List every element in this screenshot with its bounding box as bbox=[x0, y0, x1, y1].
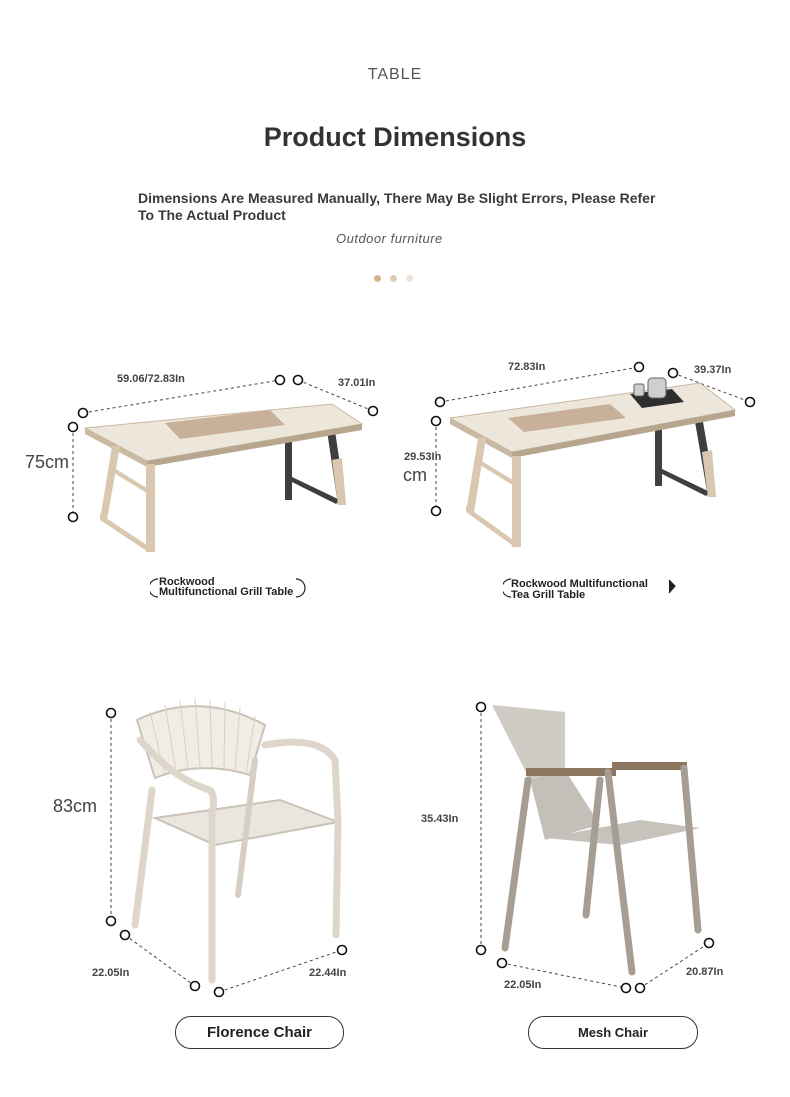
florence-chair-name-pill: Florence Chair bbox=[175, 1016, 344, 1049]
florence-chair-image bbox=[135, 699, 338, 980]
grill-table-height-label: 75cm bbox=[25, 452, 70, 472]
tagline: Outdoor furniture bbox=[336, 231, 443, 246]
tea-table-image bbox=[450, 378, 735, 548]
grill-table-image bbox=[85, 404, 362, 553]
florence-chair-depth-label: 22.05In bbox=[92, 967, 130, 979]
tea-table-name-line2: Tea Grill Table bbox=[511, 589, 586, 601]
florence-chair-height-label: 83cm bbox=[53, 796, 98, 816]
page-title: Product Dimensions bbox=[263, 122, 527, 152]
tea-table-height-label: 29.53In bbox=[404, 451, 442, 463]
grill-table-width-label: 37.01In bbox=[338, 377, 376, 389]
mesh-chair-name-pill: Mesh Chair bbox=[528, 1016, 698, 1049]
grill-table-name-line2: Multifunctional Grill Table bbox=[159, 586, 294, 598]
mesh-chair-image bbox=[492, 705, 700, 972]
disclaimer-text: Dimensions Are Measured Manually, There May Be Slight Errors, Please Refer To The Actual Product bbox=[138, 190, 656, 223]
florence-depth-line bbox=[125, 935, 195, 986]
section-label: TABLE bbox=[367, 66, 423, 83]
florence-chair-width-label: 22.44In bbox=[309, 967, 347, 979]
tea-table-length-label: 72.83In bbox=[508, 361, 546, 373]
tea-table-width-label: 39.37In bbox=[694, 364, 732, 376]
tea-table-name-line1: Rockwood Multifunctional bbox=[511, 578, 648, 590]
mesh-chair-depth-label: 22.05In bbox=[504, 979, 542, 991]
tea-table-name-tag bbox=[503, 576, 678, 602]
grill-table-name-line1: Rockwood bbox=[159, 576, 215, 588]
tea-table-height-unit: cm bbox=[403, 465, 427, 485]
grill-table-length-label: 59.06/72.83In bbox=[117, 373, 185, 385]
mesh-chair-height-label: 35.43In bbox=[421, 813, 459, 825]
mesh-chair-width-label: 20.87In bbox=[686, 966, 724, 978]
grill-table-name-tag bbox=[150, 576, 306, 600]
